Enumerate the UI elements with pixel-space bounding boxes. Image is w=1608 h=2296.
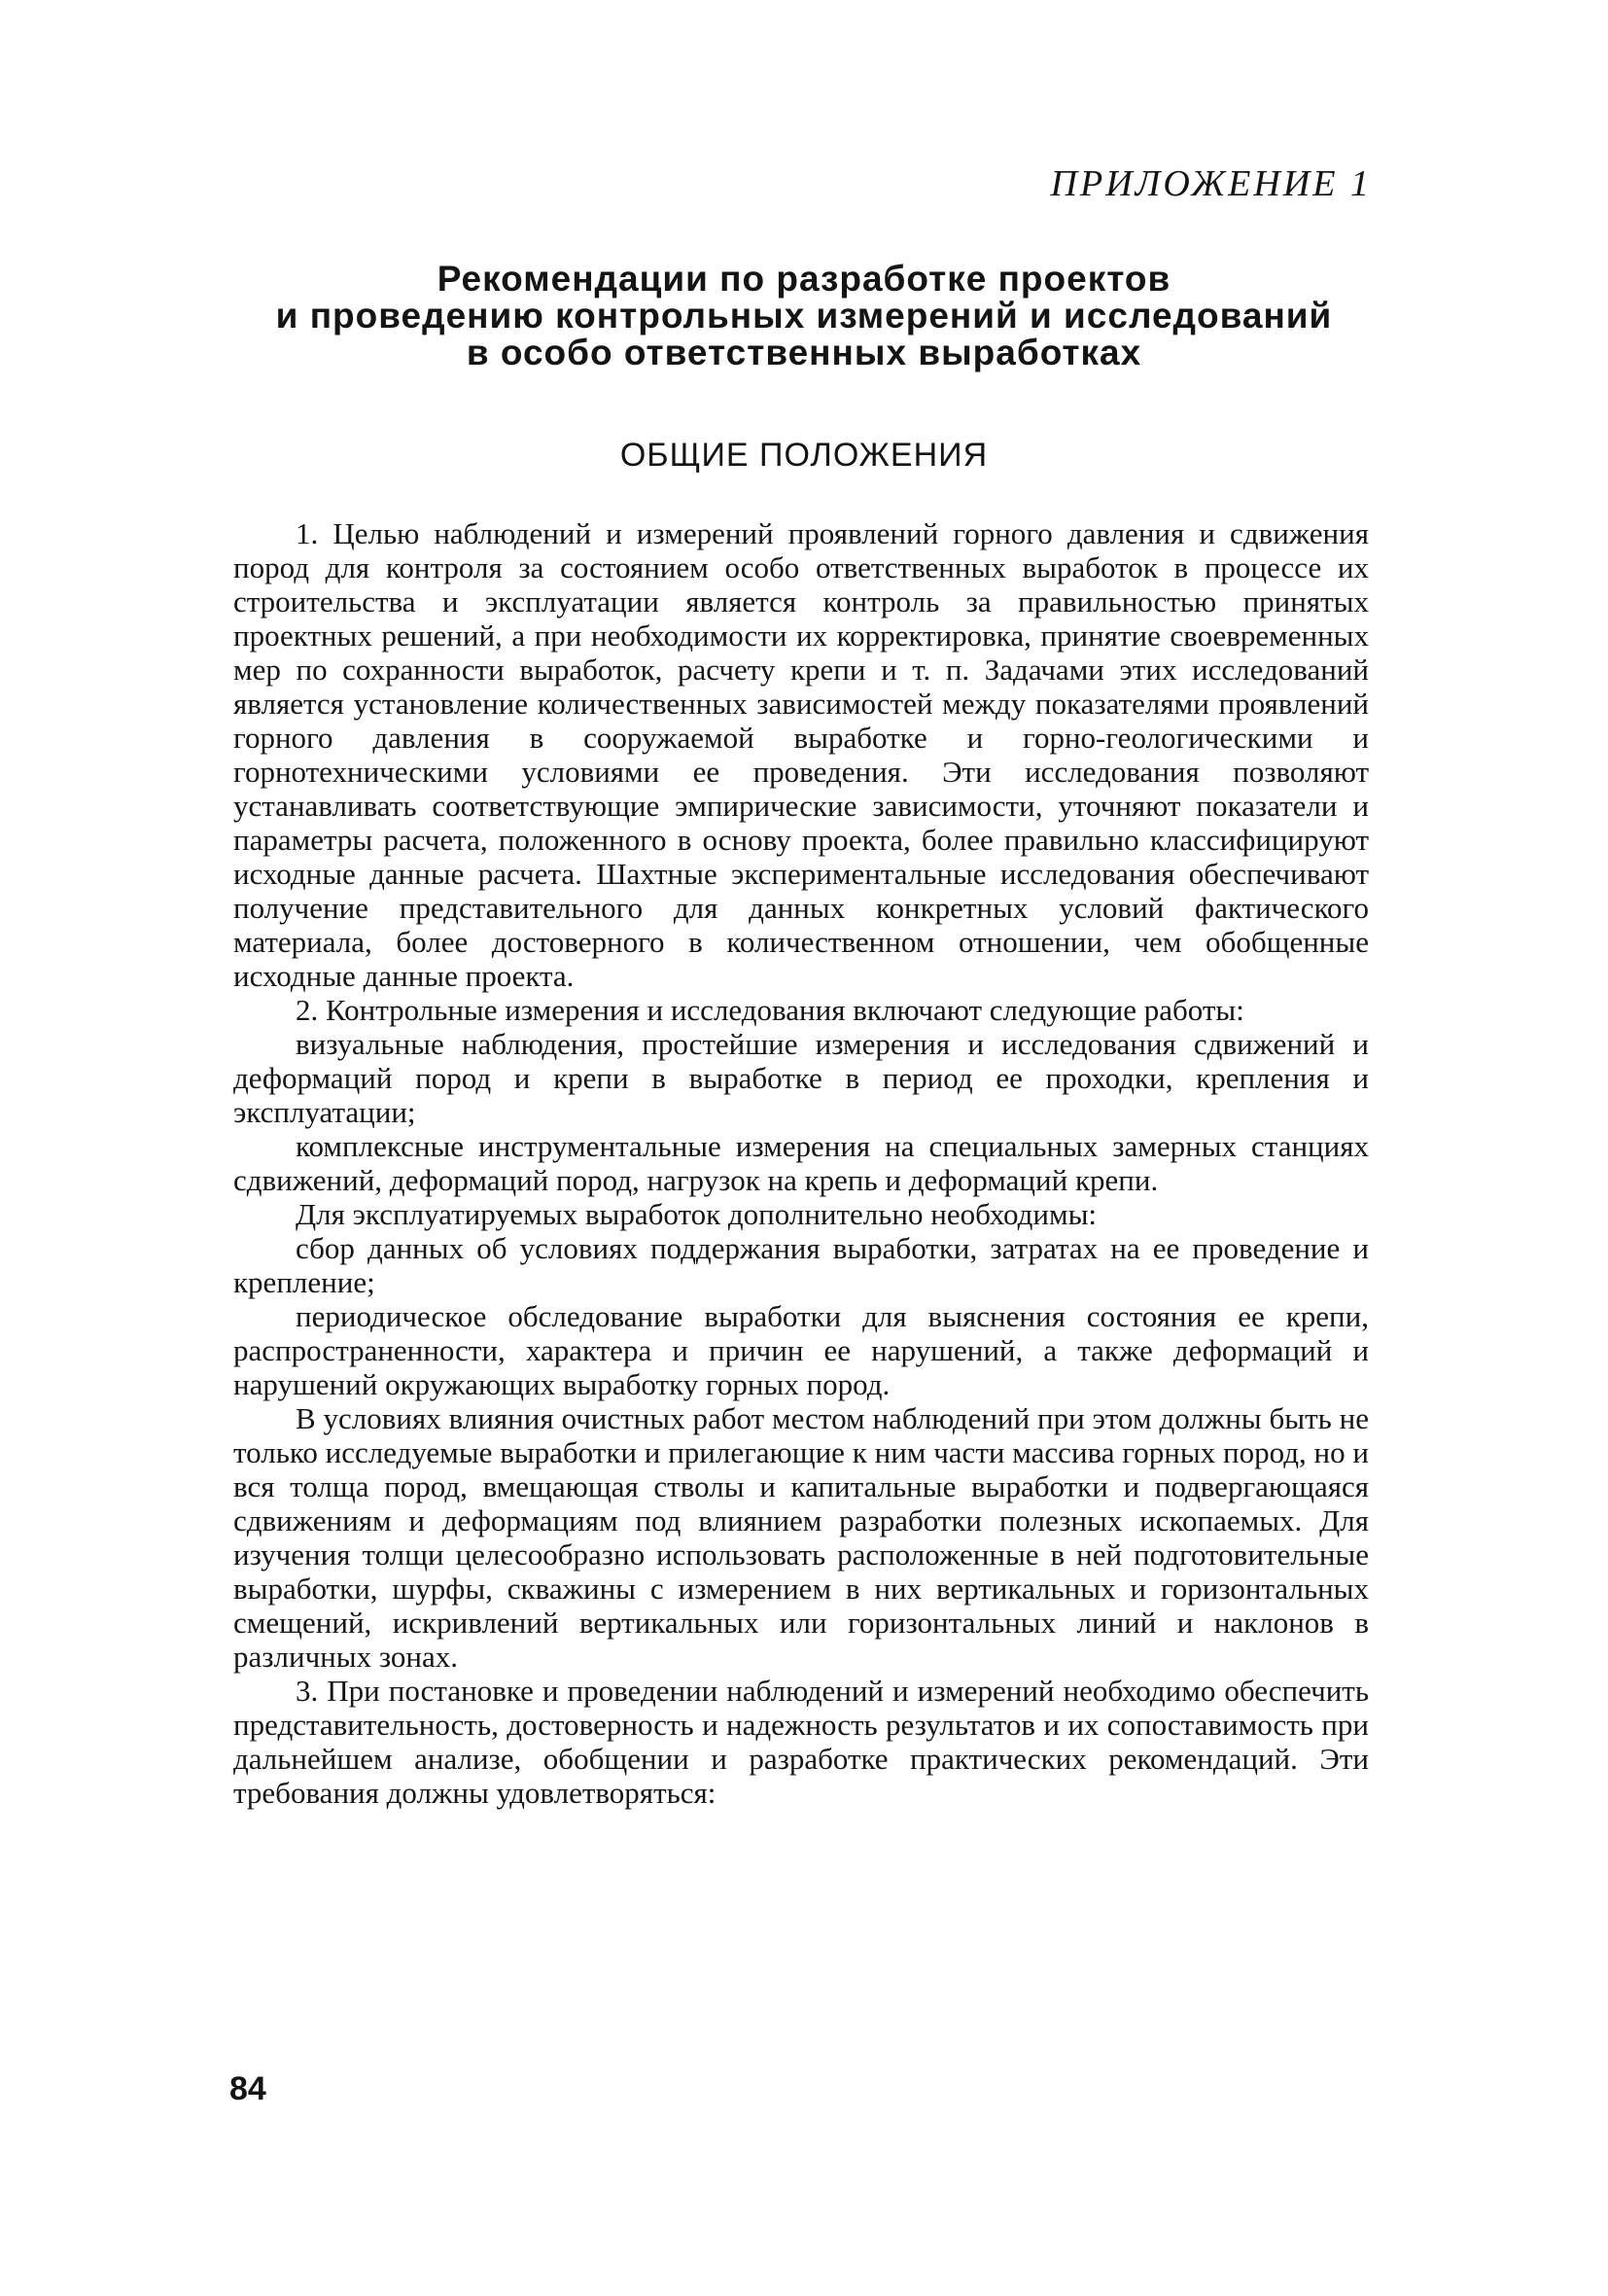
title-line: Рекомендации по разработке проектов (437, 259, 1171, 299)
body-text (233, 516, 1369, 1810)
document-title (194, 261, 1414, 371)
title-line: и проведению контрольных измерений и исследований (275, 296, 1333, 336)
paragraph: комплексные инструментальные измерения на специальных замерных станциях сдвижений, деформаций пород, нагрузок на крепь и деформаций крепи. (233, 1129, 1369, 1197)
paragraph: Для эксплуатируемых выработок дополнительно необходимы: (296, 1197, 1098, 1231)
title-line: в особо ответственных выработках (466, 333, 1142, 372)
paragraph: периодическое обследование выработки для выяснения состояния ее крепи, распространенности, характера и причин ее нарушений, а также деформаций и нарушений окружающих выработку горных пород. (233, 1299, 1369, 1401)
paragraph: В условиях влияния очистных работ местом наблюдений при этом должны быть не только исследуемые выработки и прилегающие к ним части массива горных пород, но и вся толща пород, вмещающая стволы и капитальные выработки и подвергающаяся сдвижениям и деформациям под влиянием разработки полезных ископаемых. Для изучения толщи целесообразно использовать расположенные в ней подготовительные выработки, шурфы, скважины с измерением в них вертикальных и горизонтальных смещений, искривлений вертикальных или горизонтальных линий и наклонов в различных зонах. (233, 1401, 1369, 1674)
paragraph: 3. При постановке и проведении наблюдений и измерений необходимо обеспечить представительность, достоверность и надежность результатов и их сопоставимость при дальнейшем анализе, обобщении и разработке практических рекомендаций. Эти требования должны удовлетворяться: (233, 1674, 1369, 1810)
page-number: 84 (229, 2070, 266, 2107)
paragraph: 2. Контрольные измерения и исследования включают следующие работы: (296, 993, 1244, 1027)
paragraph: сбор данных об условиях поддержания выработки, затратах на ее проведение и крепление; (233, 1231, 1369, 1299)
section-heading: ОБЩИЕ ПОЛОЖЕНИЯ (619, 437, 989, 474)
appendix-label: ПРИЛОЖЕНИЕ 1 (1050, 163, 1372, 204)
paragraph: визуальные наблюдения, простейшие измерения и исследования сдвижений и деформаций пород и крепи в выработке в период ее проходки, крепления и эксплуатации; (233, 1027, 1369, 1129)
paragraph: 1. Целью наблюдений и измерений проявлений горного давления и сдвижения пород для контроля за состоянием особо ответственных выработок в процессе их строительства и эксплуатации является контроль за правильностью принятых проектных решений, а при необходимости их корректировка, принятие своевременных мер по сохранности выработок, расчету крепи и т. п. Задачами этих исследований является установление количественных зависимостей между показателями проявлений горного давления в сооружаемой выработке и горно-геологическими и горнотехническими условиями ее проведения. Эти исследования позволяют устанавливать соответствующие эмпирические зависимости, уточняют показатели и параметры расчета, положенного в основу проекта, более правильно классифицируют исходные данные расчета. Шахтные экспериментальные исследования обеспечивают получение представительного для данных конкретных условий фактического материала, более достоверного в количественном отношении, чем обобщенные исходные данные проекта. (233, 516, 1369, 993)
